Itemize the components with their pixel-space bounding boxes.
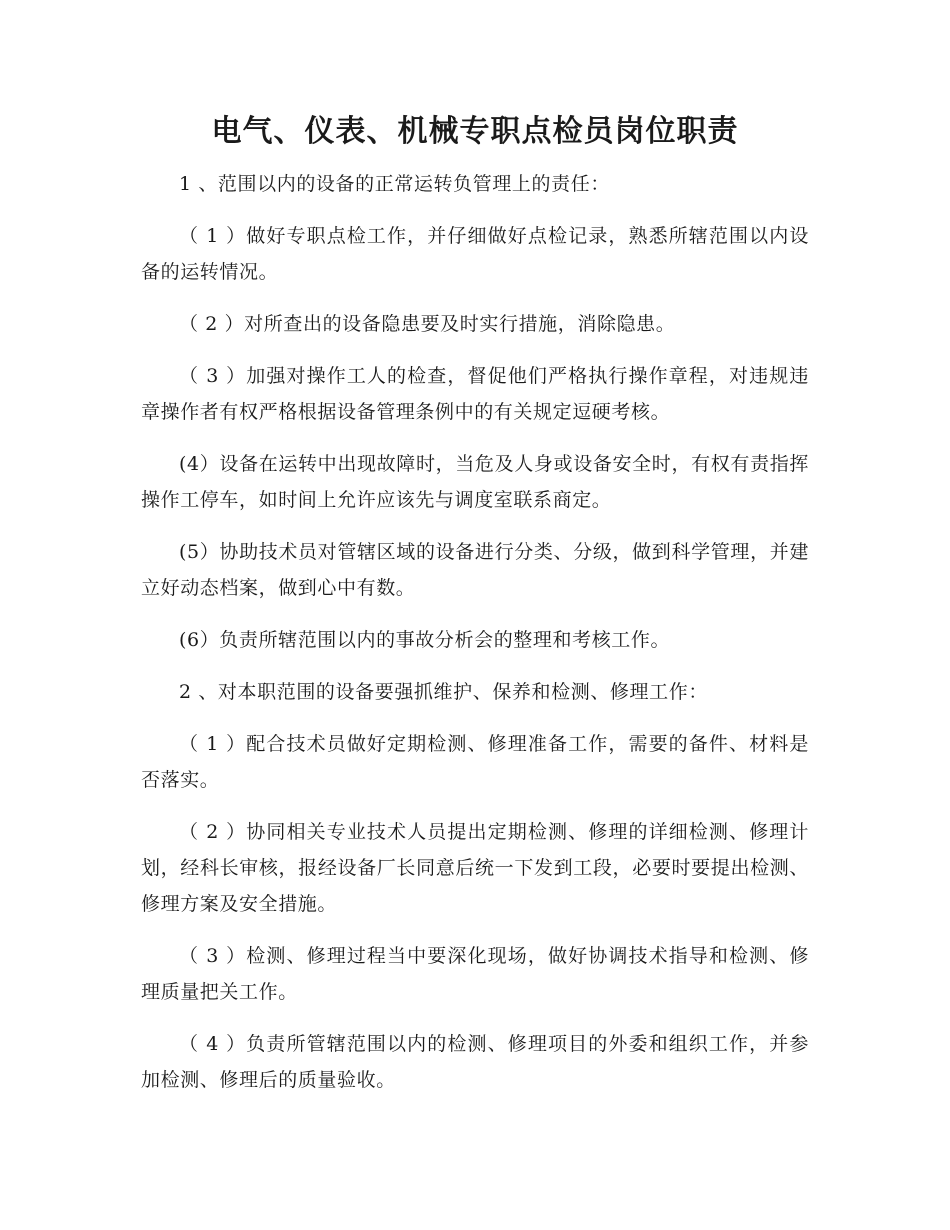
section-heading-2: 2 、对本职范围的设备要强抓维护、保养和检测、修理工作： [179, 681, 708, 703]
paragraph-2-4: （ 4 ）负责所管辖范围以内的检测、修理项目的外委和组织工作，并参加检测、修理后的质量验收。 [141, 1033, 809, 1091]
document-title: 电气、仪表、机械专职点检员岗位职责 [211, 114, 739, 149]
paragraph-1-6: (6）负责所辖范围以内的事故分析会的整理和考核工作。 [179, 629, 671, 651]
paragraph-1-3: （ 3 ）加强对操作工人的检查，督促他们严格执行操作章程，对违规违章操作者有权严格根据设备管理条例中的有关规定逗硬考核。 [141, 365, 809, 423]
paragraph-2-2: （ 2 ）协同相关专业技术人员提出定期检测、修理的详细检测、修理计划，经科长审核，报经设备厂长同意后统一下发到工段，必要时要提出检测、修理方案及安全措施。 [141, 821, 809, 915]
paragraph-1-2: （ 2 ）对所查出的设备隐患要及时实行措施，消除隐患。 [179, 313, 676, 335]
paragraph-1-5: (5）协助技术员对管辖区域的设备进行分类、分级，做到科学管理，并建立好动态档案，做到心中有数。 [141, 541, 809, 599]
paragraph-1-1: （ 1 ）做好专职点检工作，并仔细做好点检记录，熟悉所辖范围以内设备的运转情况。 [141, 225, 809, 283]
document-body [141, 166, 809, 1114]
paragraph-2-3: （ 3 ）检测、修理过程当中要深化现场，做好协调技术指导和检测、修理质量把关工作。 [141, 945, 809, 1003]
section-heading-1: 1 、范围以内的设备的正常运转负管理上的责任： [179, 173, 610, 195]
paragraph-1-4: (4）设备在运转中出现故障时，当危及人身或设备安全时，有权有责指挥操作工停车，如时间上允许应该先与调度室联系商定。 [141, 453, 809, 511]
paragraph-2-1: （ 1 ）配合技术员做好定期检测、修理准备工作，需要的备件、材料是否落实。 [141, 733, 809, 791]
